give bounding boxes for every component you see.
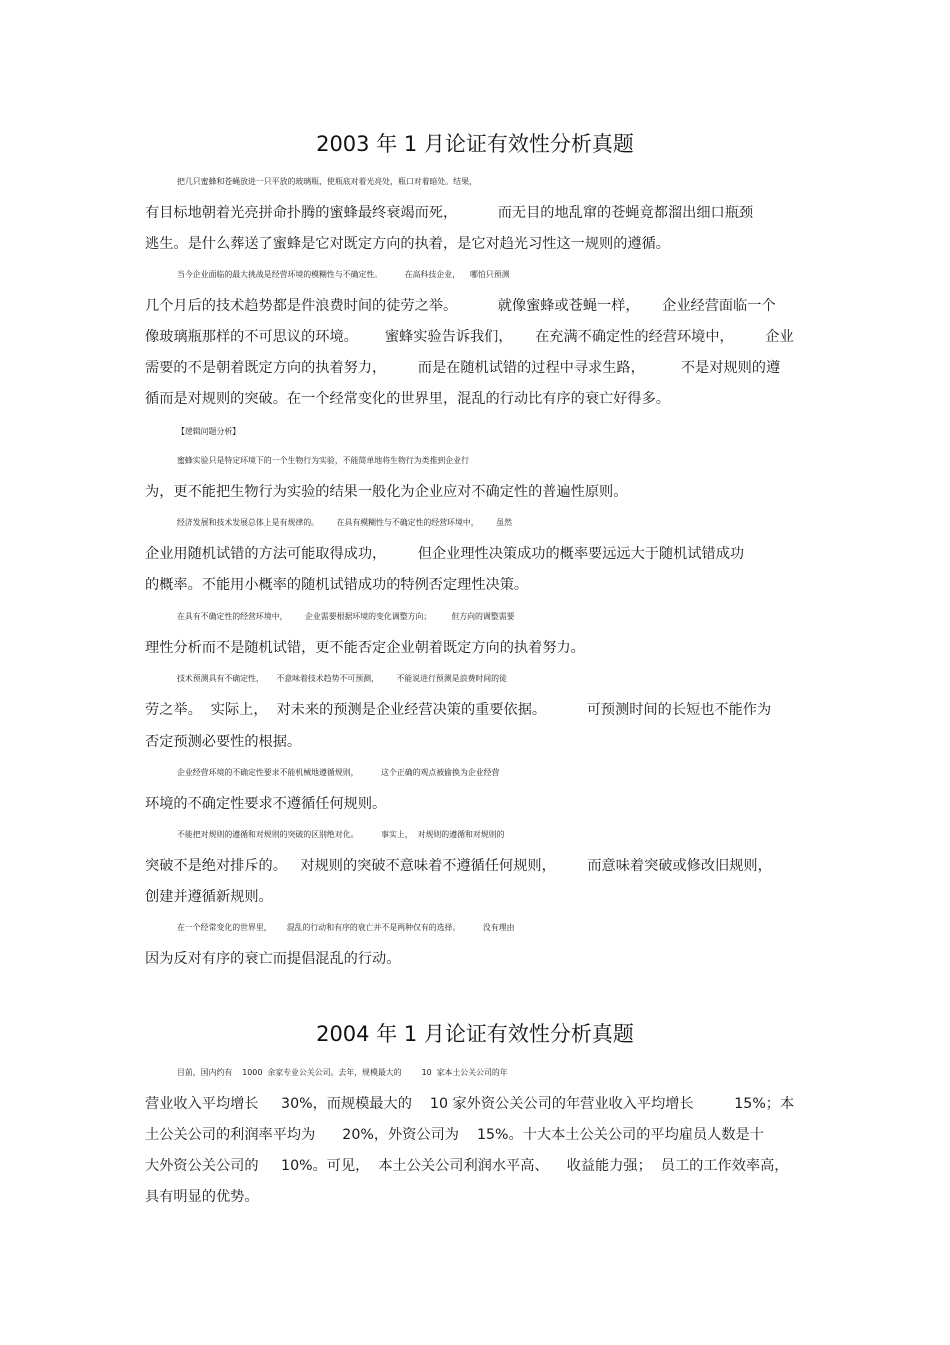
section1-line: 几个月后的技术趋势都是件浪费时间的徒劳之举。 就像蜜蜂或苍蝇一样， 企业经营面临一个 (145, 298, 776, 314)
section1-line: 需要的不是朝着既定方向的执着努力， 而是在随机试错的过程中寻求生路， 不是对规则的遵 (145, 360, 781, 376)
section1-line: 把几只蜜蜂和苍蝇放进一只平放的玻璃瓶，使瓶底对着光亮处，瓶口对着暗处。结果， (177, 177, 477, 186)
section1-line: 在一个经常变化的世界里， 混乱的行动和有序的衰亡并不是两种仅有的选择。 没有理由 (177, 923, 515, 932)
section1-line: 技术预测具有不确定性， 不意味着技术趋势不可预测， 不能说进行预测是浪费时间的徒 (177, 674, 507, 683)
section1-line: 像玻璃瓶那样的不可思议的环境。 蜜蜂实验告诉我们， 在充满不确定性的经营环境中， 企业 (145, 329, 794, 345)
section1-line: 因为反对有序的衰亡而提倡混乱的行动。 (145, 951, 401, 967)
section1-line: 蜜蜂实验只是特定环境下的一个生物行为实验，不能简单地将生物行为类推到企业行 (177, 456, 469, 465)
section1-title: 2003 年 1 月论证有效性分析真题 (316, 132, 634, 156)
section2-line: 土公关公司的利润率平均为 20%，外资公司为 15%。十大本土公关公司的平均雇员人数是十 (145, 1127, 764, 1143)
section1-line: 企业经营环境的不确定性要求不能机械地遵循规则， 这个正确的观点被偷换为企业经营 (177, 768, 500, 777)
section1-line: 不能把对规则的遵循和对规则的突破的区别绝对化。 事实上， 对规则的遵循和对规则的 (177, 830, 505, 839)
section1-subheading: 【逻辑问题分析】 (177, 427, 241, 436)
section2-line: 大外资公关公司的 10%。可见， 本土公关公司利润水平高、 收益能力强； 员工的工作效率高， (145, 1158, 789, 1174)
section1-line: 在具有不确定性的经营环境中， 企业需要根据环境的变化调整方向； 但方向的调整需要 (177, 612, 515, 621)
section1-line: 否定预测必要性的根据。 (145, 734, 302, 750)
section2-line: 营业收入平均增长 30%，而规模最大的 10 家外资公关公司的年营业收入平均增长 15%；本 (145, 1096, 795, 1112)
section1-line: 有目标地朝着光亮拼命扑腾的蜜蜂最终衰竭而死， 而无目的地乱窜的苍蝇竟都溜出细口瓶颈 (145, 205, 754, 221)
section2-title: 2004 年 1 月论证有效性分析真题 (316, 1022, 634, 1046)
section1-line: 为，更不能把生物行为实验的结果一般化为企业应对不确定性的普遍性原则。 (145, 484, 628, 500)
section1-line: 理性分析而不是随机试错，更不能否定企业朝着既定方向的执着努力。 (145, 640, 585, 656)
section1-line: 经济发展和技术发展总体上是有规律的。 在具有模糊性与不确定性的经营环境中， 虽然 (177, 518, 512, 527)
section1-line: 循而是对规则的突破。在一个经常变化的世界里，混乱的行动比有序的衰亡好得多。 (145, 391, 670, 407)
section1-line: 环境的不确定性要求不遵循任何规则。 (145, 796, 387, 812)
section1-line: 创建并遵循新规则。 (145, 889, 273, 905)
section1-line: 突破不是绝对排斥的。 对规则的突破不意味着不遵循任何规则， 而意味着突破或修改旧规则， (145, 858, 772, 874)
section1-line: 企业用随机试错的方法可能取得成功， 但企业理性决策成功的概率要远远大于随机试错成功 (145, 546, 745, 562)
section2-line: 目前，国内约有 1000 余家专业公关公司。去年，规模最大的 10 家本土公关公司的年 (177, 1068, 508, 1077)
section1-line: 逃生。是什么葬送了蜜蜂是它对既定方向的执着，是它对趋光习性这一规则的遵循。 (145, 236, 670, 252)
section1-line: 当今企业面临的最大挑战是经营环境的模糊性与不确定性。 在高科技企业， 哪怕只预测 (177, 270, 510, 279)
section1-line: 劳之举。 实际上， 对未来的预测是企业经营决策的重要依据。 可预测时间的长短也不能作为 (145, 702, 772, 718)
section1-line: 的概率。不能用小概率的随机试错成功的特例否定理性决策。 (145, 577, 529, 593)
section2-line: 具有明显的优势。 (145, 1189, 259, 1205)
